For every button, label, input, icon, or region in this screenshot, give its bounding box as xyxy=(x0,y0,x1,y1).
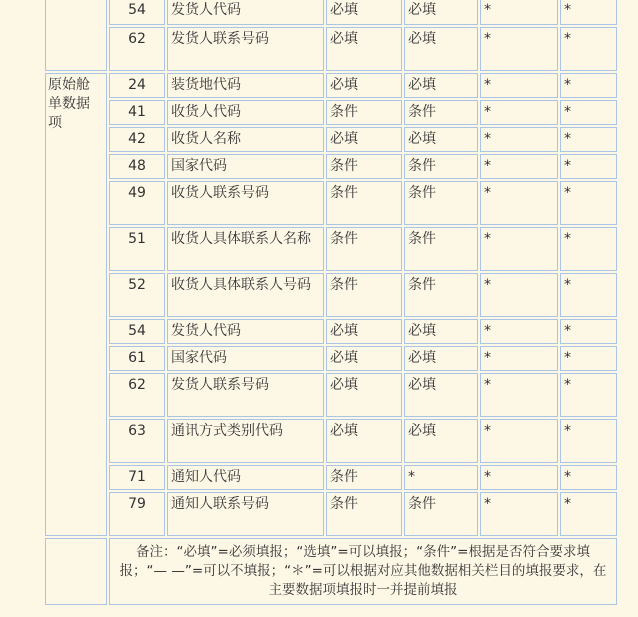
item-name: 装货地代码 xyxy=(167,73,324,98)
item-name: 收货人具体联系人号码 xyxy=(167,273,324,317)
requirement-cell: * xyxy=(560,373,617,417)
requirement-cell: * xyxy=(480,27,558,71)
table-row xyxy=(45,419,617,463)
requirement-cell: * xyxy=(560,127,617,152)
requirement-cell: 必填 xyxy=(404,319,478,344)
item-name: 收货人联系号码 xyxy=(167,181,324,225)
requirement-cell: * xyxy=(560,100,617,125)
requirement-cell: 必填 xyxy=(404,346,478,371)
table-row xyxy=(45,273,617,317)
requirement-cell: 必填 xyxy=(404,73,478,98)
requirement-cell: 条件 xyxy=(404,154,478,179)
item-number: 41 xyxy=(109,100,165,125)
requirement-cell: 必填 xyxy=(404,27,478,71)
requirement-cell: 条件 xyxy=(404,100,478,125)
requirement-cell: * xyxy=(480,227,558,271)
requirement-cell: * xyxy=(480,346,558,371)
item-number: 51 xyxy=(109,227,165,271)
requirement-cell: * xyxy=(560,0,617,25)
item-number: 63 xyxy=(109,419,165,463)
table-row xyxy=(45,492,617,536)
requirement-cell: 条件 xyxy=(326,465,402,490)
manifest-data-table xyxy=(43,0,619,607)
requirement-cell: * xyxy=(560,154,617,179)
requirement-cell: * xyxy=(560,465,617,490)
table-row xyxy=(45,73,617,98)
requirement-cell: * xyxy=(560,27,617,71)
item-name: 发货人联系号码 xyxy=(167,27,324,71)
requirement-cell: 条件 xyxy=(326,154,402,179)
table-row xyxy=(45,181,617,225)
requirement-cell: 条件 xyxy=(326,181,402,225)
requirement-cell: 条件 xyxy=(404,181,478,225)
requirement-cell: * xyxy=(560,73,617,98)
requirement-cell: 必填 xyxy=(404,0,478,25)
item-name: 国家代码 xyxy=(167,346,324,371)
requirement-cell: * xyxy=(480,319,558,344)
item-number: 61 xyxy=(109,346,165,371)
requirement-cell: 条件 xyxy=(404,273,478,317)
item-name: 通知人代码 xyxy=(167,465,324,490)
requirement-cell: 条件 xyxy=(326,492,402,536)
item-name: 收货人具体联系人名称 xyxy=(167,227,324,271)
requirement-cell: * xyxy=(480,419,558,463)
requirement-cell: * xyxy=(560,419,617,463)
requirement-cell: * xyxy=(480,127,558,152)
requirement-cell: 必填 xyxy=(326,319,402,344)
item-number: 48 xyxy=(109,154,165,179)
requirement-cell: 必填 xyxy=(326,346,402,371)
table-row xyxy=(45,27,617,71)
requirement-cell: * xyxy=(560,273,617,317)
requirement-cell: * xyxy=(480,0,558,25)
table-row xyxy=(45,127,617,152)
table-row xyxy=(45,346,617,371)
requirement-cell: 必填 xyxy=(326,73,402,98)
requirement-cell: * xyxy=(480,273,558,317)
item-number: 54 xyxy=(109,0,165,25)
table-row xyxy=(45,100,617,125)
item-number: 71 xyxy=(109,465,165,490)
table-row xyxy=(45,154,617,179)
item-name: 通讯方式类别代码 xyxy=(167,419,324,463)
requirement-cell: * xyxy=(480,492,558,536)
requirement-cell: 必填 xyxy=(404,127,478,152)
remarks-note: 备注：“必填”=必须填报；“选填”=可以填报；“条件”=根据是否符合要求填报；“— —”=可以不填报；“＊”=可以根据对应其他数据相关栏目的填报要求，在主要数据项填报时一并提前填报 xyxy=(109,538,617,605)
note-row xyxy=(45,538,617,605)
requirement-cell: 必填 xyxy=(326,127,402,152)
table-row xyxy=(45,319,617,344)
requirement-cell: * xyxy=(480,465,558,490)
requirement-cell: * xyxy=(560,346,617,371)
requirement-cell: * xyxy=(560,319,617,344)
requirement-cell: * xyxy=(560,492,617,536)
requirement-cell: * xyxy=(404,465,478,490)
item-number: 49 xyxy=(109,181,165,225)
category-cell: 原始舱单数据项 xyxy=(45,73,107,536)
category-cell-blank xyxy=(45,0,107,71)
table-row xyxy=(45,227,617,271)
requirement-cell: * xyxy=(480,181,558,225)
item-number: 54 xyxy=(109,319,165,344)
requirement-cell: 必填 xyxy=(404,373,478,417)
item-number: 42 xyxy=(109,127,165,152)
requirement-cell: 必填 xyxy=(326,27,402,71)
requirement-cell: 条件 xyxy=(326,273,402,317)
item-number: 79 xyxy=(109,492,165,536)
item-number: 52 xyxy=(109,273,165,317)
table-row xyxy=(45,0,617,25)
requirement-cell: * xyxy=(480,373,558,417)
requirement-cell: 条件 xyxy=(326,227,402,271)
requirement-cell: * xyxy=(560,227,617,271)
requirement-cell: * xyxy=(480,100,558,125)
item-number: 62 xyxy=(109,373,165,417)
item-name: 通知人联系号码 xyxy=(167,492,324,536)
requirement-cell: 必填 xyxy=(326,0,402,25)
item-name: 收货人名称 xyxy=(167,127,324,152)
requirement-cell: * xyxy=(480,73,558,98)
item-name: 发货人代码 xyxy=(167,319,324,344)
item-number: 24 xyxy=(109,73,165,98)
requirement-cell: * xyxy=(560,181,617,225)
requirement-cell: 条件 xyxy=(404,492,478,536)
requirement-cell: 必填 xyxy=(326,419,402,463)
item-name: 发货人联系号码 xyxy=(167,373,324,417)
requirement-cell: 条件 xyxy=(326,100,402,125)
item-number: 62 xyxy=(109,27,165,71)
item-name: 国家代码 xyxy=(167,154,324,179)
requirement-cell: 必填 xyxy=(404,419,478,463)
item-name: 发货人代码 xyxy=(167,0,324,25)
requirement-cell: 条件 xyxy=(404,227,478,271)
requirement-cell: 必填 xyxy=(326,373,402,417)
item-name: 收货人代码 xyxy=(167,100,324,125)
note-row-blank-cell xyxy=(45,538,107,605)
table-row xyxy=(45,465,617,490)
table-row xyxy=(45,373,617,417)
requirement-cell: * xyxy=(480,154,558,179)
